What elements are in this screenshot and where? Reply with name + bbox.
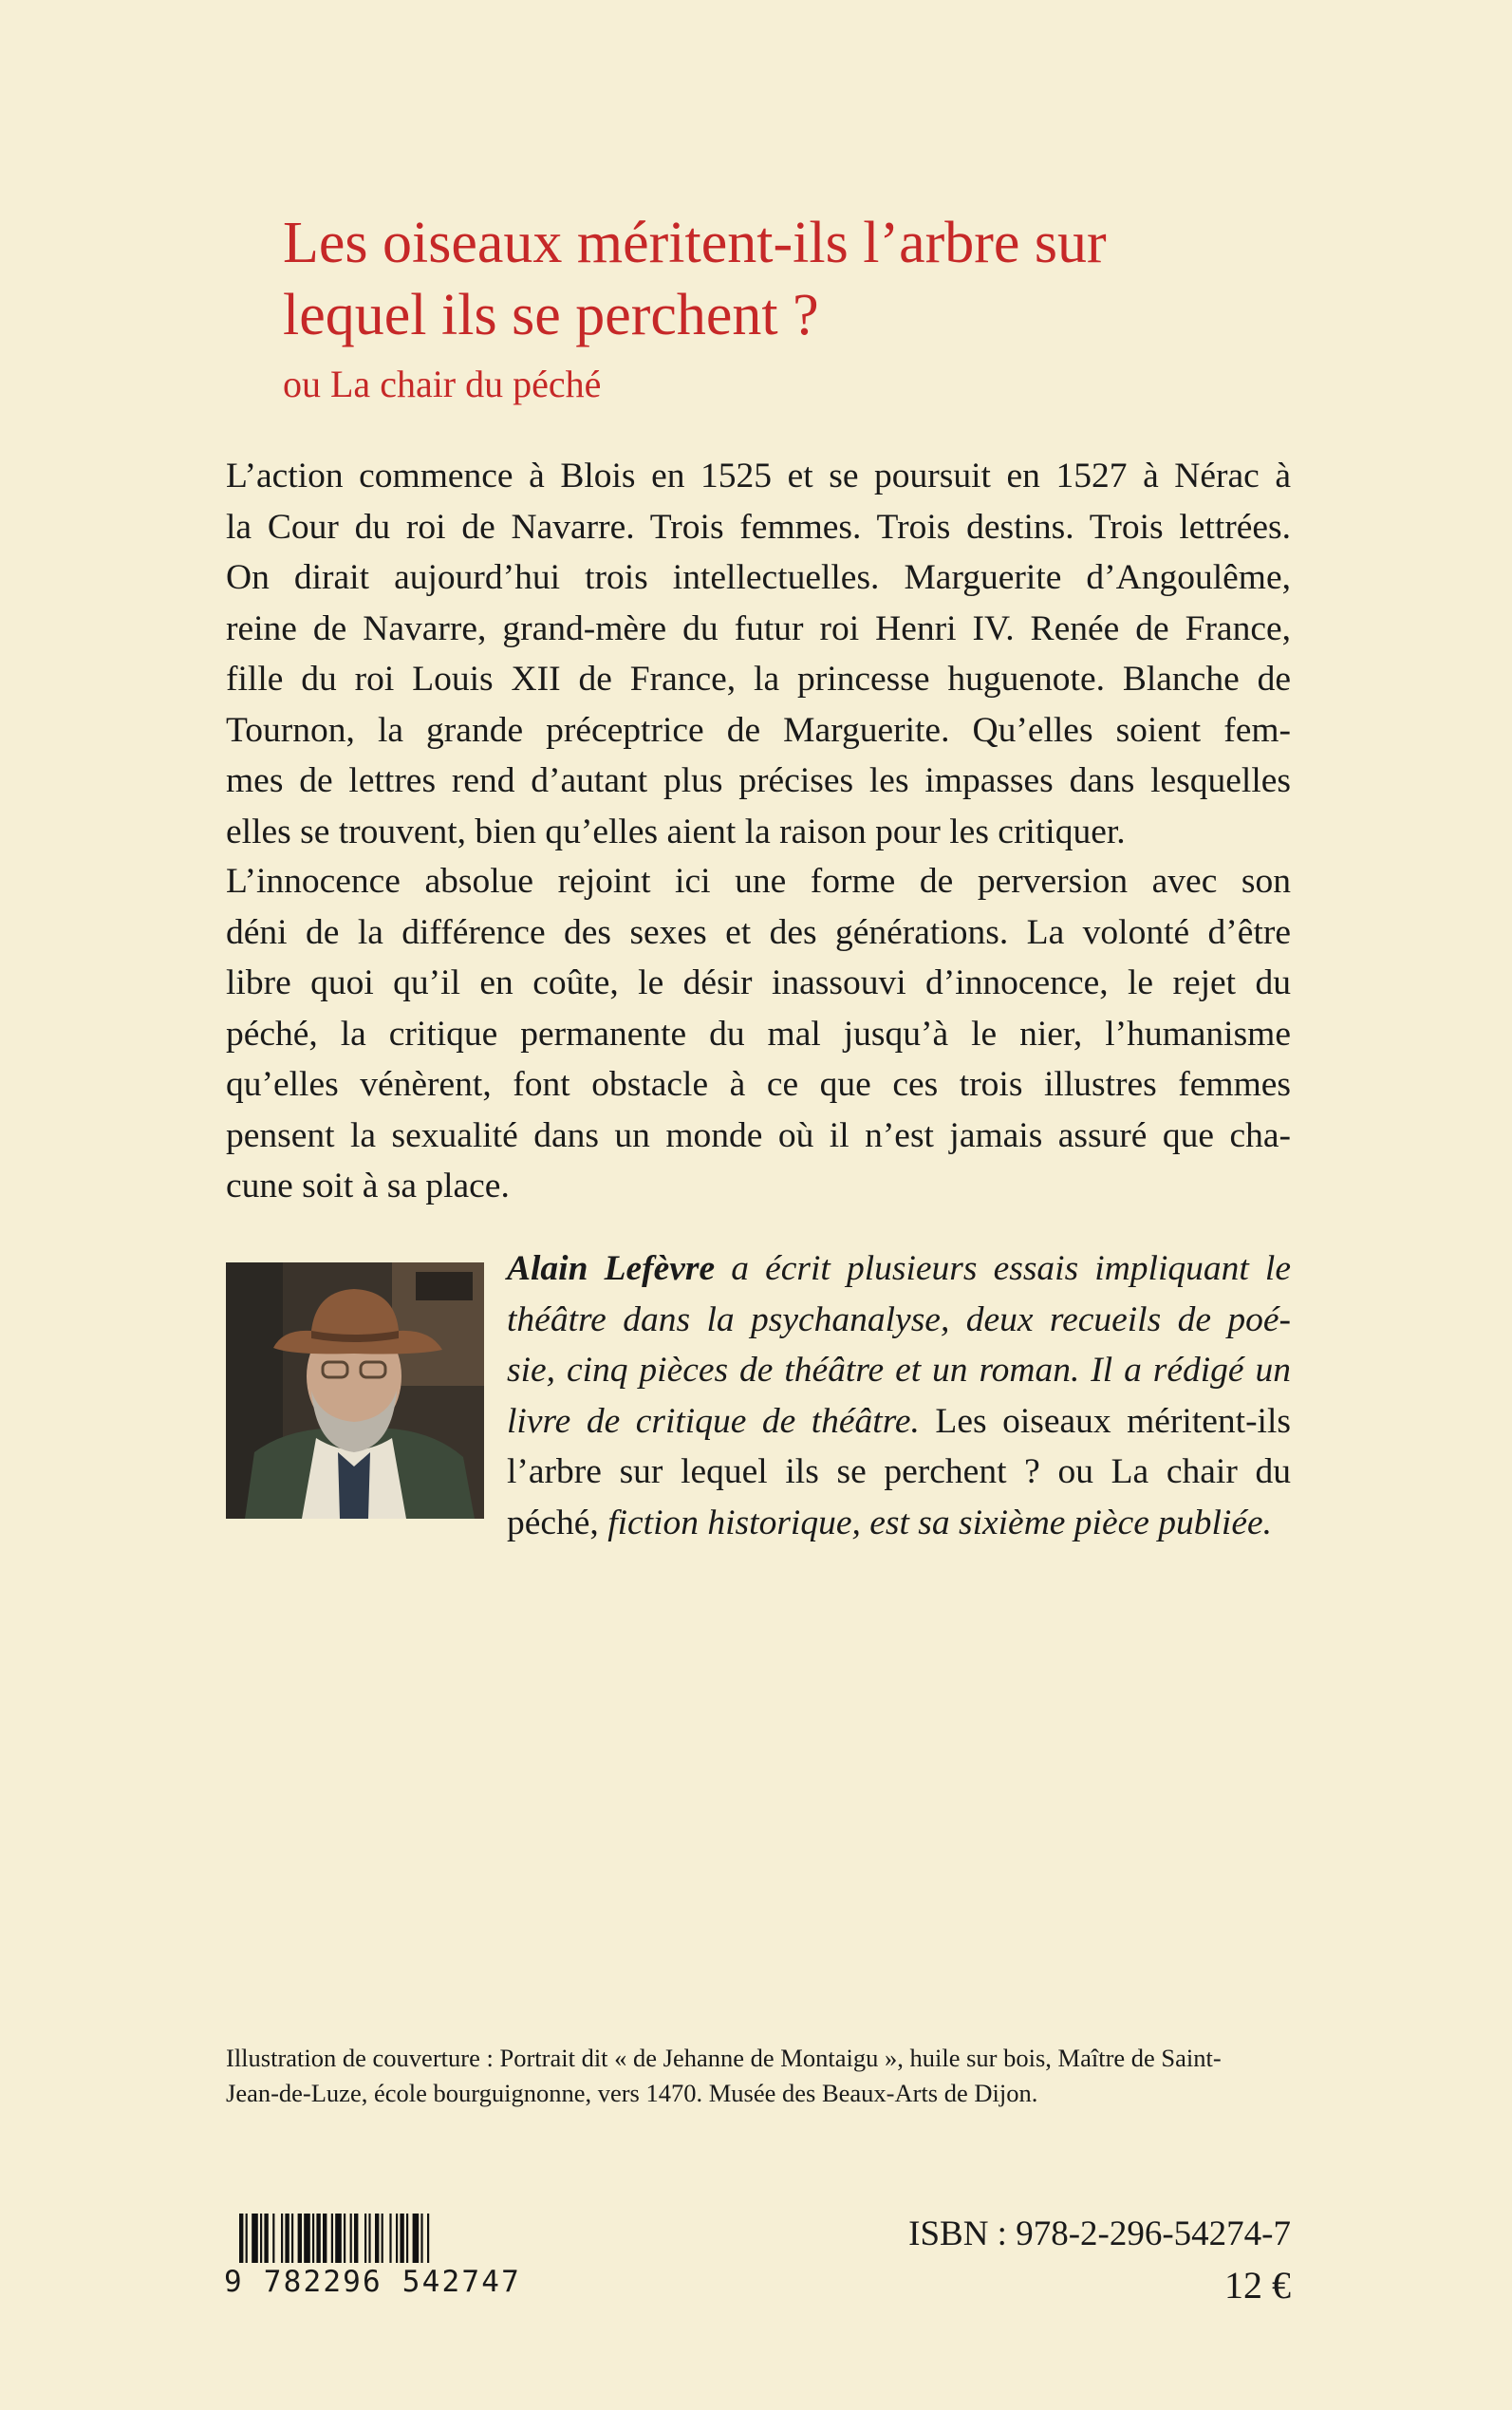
bio-line: péché, fiction historique, est sa sixième pièce publiée. bbox=[507, 1503, 1273, 1542]
text-line: elles se trouvent, bien qu’elles aient la raison pour les critiquer. bbox=[226, 812, 1126, 851]
title-line-2: lequel ils se perchent ? bbox=[283, 283, 819, 347]
text-line: mes de lettres rend d’autant plus précises les impasses dans lesquelles bbox=[226, 761, 1291, 800]
book-subtitle: ou La chair du péché bbox=[283, 363, 602, 405]
title-line-1: Les oiseaux méritent-ils l’arbre sur bbox=[283, 211, 1107, 275]
barcode-number: 9 782296 542747 bbox=[224, 2263, 543, 2301]
text-line: L’innocence absolue rejoint ici une forme de perversion avec son bbox=[226, 862, 1291, 901]
author-portrait-illustration bbox=[226, 1262, 484, 1519]
credit-line: Jean-de-Luze, école bourguignonne, vers 1470. Musée des Beaux-Arts de Dijon. bbox=[226, 2079, 1038, 2107]
summary-paragraph-1 bbox=[226, 451, 1291, 857]
bio-line: sie, cinq pièces de théâtre et un roman. Il a rédigé un bbox=[507, 1351, 1291, 1390]
text-line: péché, la critique permanente du mal jusqu’à le nier, l’humanisme bbox=[226, 1014, 1291, 1054]
bio-line: livre de critique de théâtre. Les oiseaux méritent-ils bbox=[507, 1401, 1291, 1441]
bio-line: théâtre dans la psychanalyse, deux recueils de poé- bbox=[507, 1299, 1291, 1339]
text-line: qu’elles vénèrent, font obstacle à ce que ces trois illustres femmes bbox=[226, 1065, 1291, 1104]
summary-paragraph-2 bbox=[226, 856, 1291, 1212]
bio-line: l’arbre sur lequel ils se perchent ? ou La chair du bbox=[507, 1452, 1291, 1491]
author-name: Alain Lefèvre bbox=[507, 1249, 716, 1288]
text-line: On dirait aujourd’hui trois intellectuelles. Marguerite d’Angoulême, bbox=[226, 558, 1291, 597]
text-line: la Cour du roi de Navarre. Trois femmes. Trois destins. Trois lettrées. bbox=[226, 507, 1291, 547]
text-line: Tournon, la grande préceptrice de Marguerite. Qu’elles soient fem- bbox=[226, 710, 1291, 750]
text-line: fille du roi Louis XII de France, la princesse huguenote. Blanche de bbox=[226, 660, 1291, 699]
text-line: reine de Navarre, grand-mère du futur roi Henri IV. Renée de France, bbox=[226, 608, 1291, 648]
cover-illustration-credit bbox=[226, 2041, 1291, 2111]
author-bio bbox=[507, 1243, 1291, 1548]
text-line: pensent la sexualité dans un monde où il n’est jamais assuré que cha- bbox=[226, 1115, 1291, 1155]
credit-line: Illustration de couverture : Portrait dit « de Jehanne de Montaigu », huile sur bois, Maître de Saint- bbox=[226, 2044, 1222, 2072]
book-title bbox=[283, 207, 1327, 351]
price-label: 12 € bbox=[1224, 2264, 1291, 2307]
bio-line: Alain Lefèvre a écrit plusieurs essais impliquant le bbox=[507, 1249, 1291, 1288]
text-line: cune soit à sa place. bbox=[226, 1167, 510, 1205]
text-line: L’action commence à Blois en 1525 et se poursuit en 1527 à Nérac à bbox=[226, 457, 1291, 495]
isbn-label: ISBN : 978-2-296-54274-7 bbox=[908, 2214, 1291, 2253]
text-line: déni de la différence des sexes et des générations. La volonté d’être bbox=[226, 912, 1291, 952]
author-photo bbox=[226, 1262, 484, 1519]
text-line: libre quoi qu’il en coûte, le désir inassouvi d’innocence, le rejet du bbox=[226, 963, 1291, 1002]
